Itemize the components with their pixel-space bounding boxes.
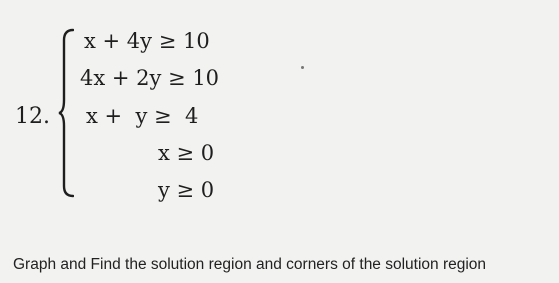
problem-number: 12.: [15, 104, 50, 129]
inequality-1: x + 4y ≥ 10: [84, 29, 210, 53]
left-brace-icon: [58, 28, 74, 198]
inequality-4: x ≥ 0: [158, 141, 215, 165]
inequality-3: x + y ≥ 4: [86, 104, 199, 128]
instruction-text: Graph and Find the solution region and corners of the solution region: [13, 256, 487, 273]
paper-speck: [301, 66, 304, 69]
inequality-2: 4x + 2y ≥ 10: [80, 66, 220, 90]
inequality-5: y ≥ 0: [158, 178, 215, 202]
